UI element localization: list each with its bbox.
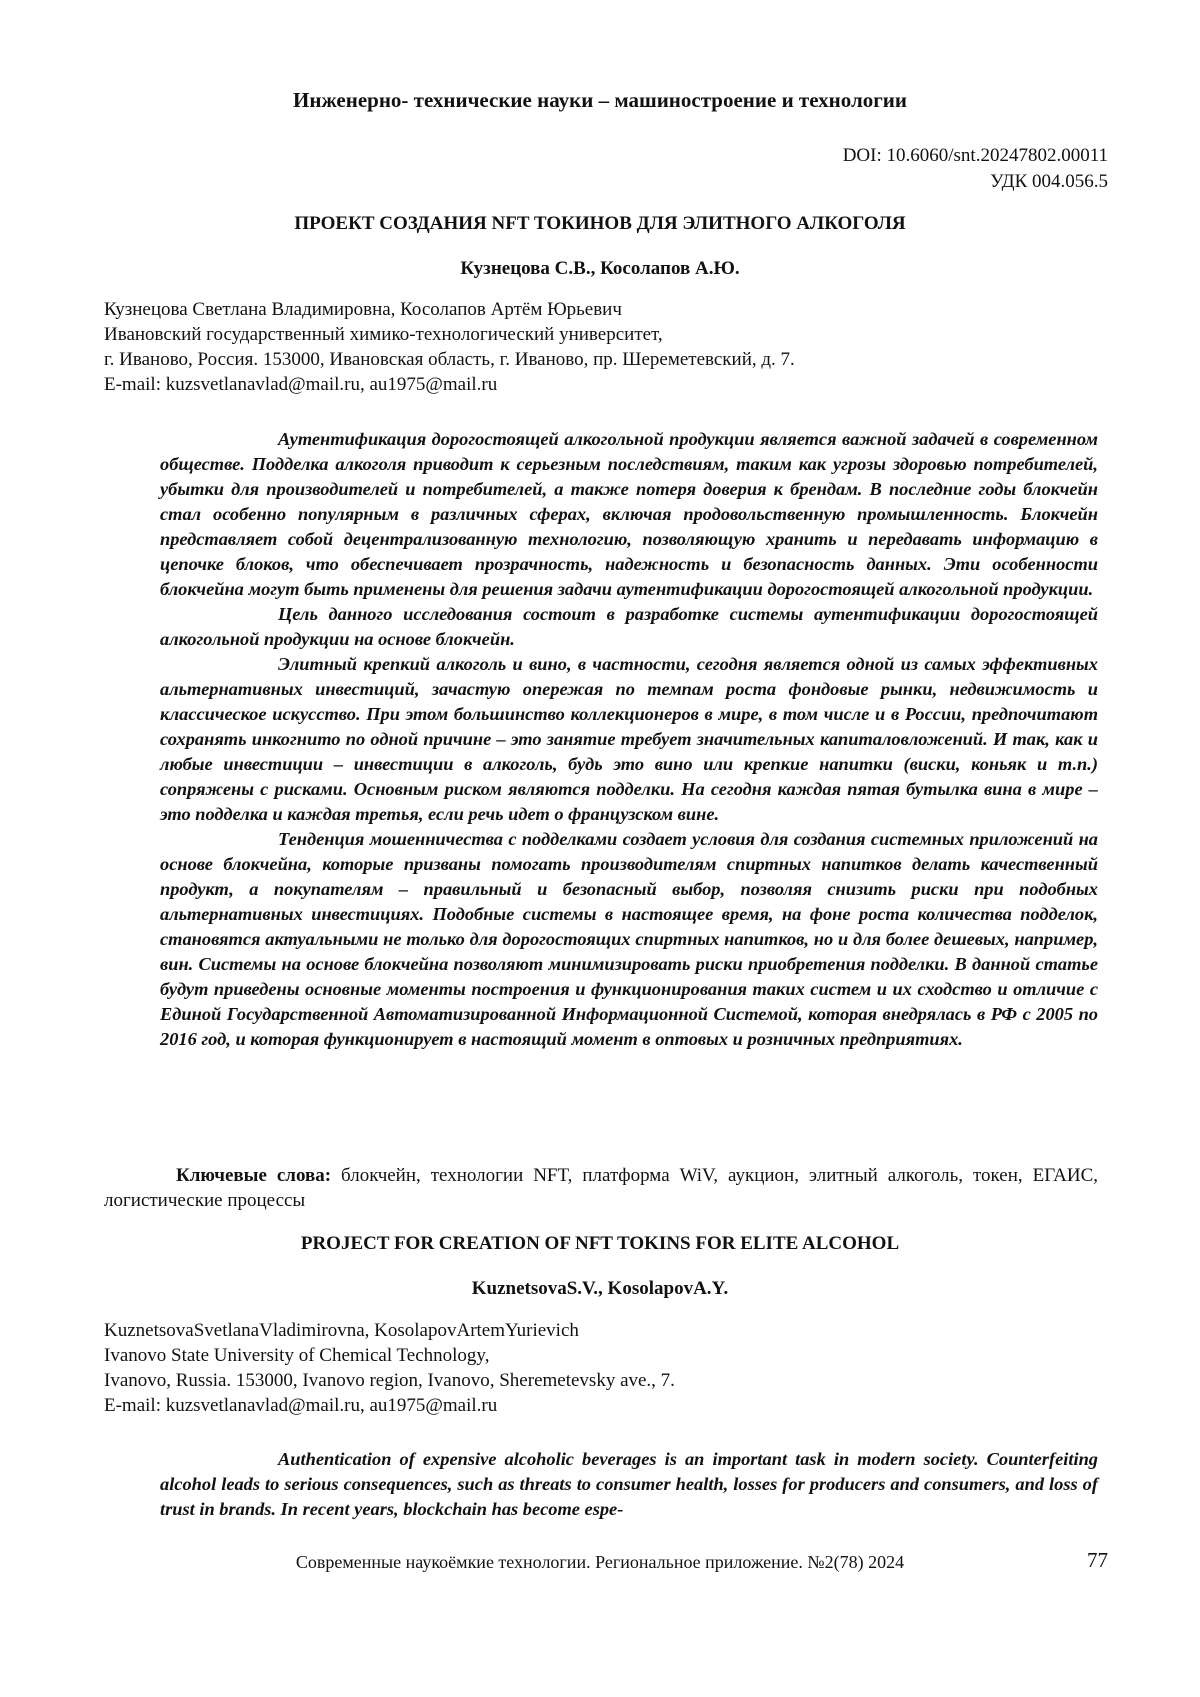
en-affiliation-email: E-mail: kuzsvetlanavlad@mail.ru, au1975@mail.ru [104, 1395, 498, 1416]
ru-abstract-paragraph: Элитный крепкий алкоголь и вино, в частности, сегодня является одной из самых эффективных альтернативных инвестиций, зачастую опережая по темпам роста фондовые рынки, недвижимость и классическое искусство. При этом большинство коллекционеров в мире, в том числе и в России, предпочитают сохранять инкогнито по одной причине – это занятие требует значительных капиталовложений. И так, как и любые инвестиции – инвестиции в алкоголь, будь это вино или крепкие напитки (виски, коньяк и т.п.) сопряжены с рисками. Основным риском являются подделки. На сегодня каждая пятая бутылка вина в мире – это подделка и каждая третья, если речь идет о французском вине. [160, 654, 1098, 824]
ru-abstract [160, 427, 1098, 1052]
ru-keywords [104, 1163, 1098, 1213]
en-authors: KuznetsovaS.V., KosolapovA.Y. [471, 1278, 729, 1299]
udk: УДК 004.056.5 [990, 171, 1108, 192]
ru-affiliation-email: E-mail: kuzsvetlanavlad@mail.ru, au1975@mail.ru [104, 374, 498, 395]
section-heading: Инженерно- технические науки – машиностроение и технологии [293, 88, 907, 112]
ru-affiliation [104, 297, 795, 397]
page-number: 77 [1087, 1548, 1108, 1572]
journal-footer: Современные наукоёмкие технологии. Региональное приложение. №2(78) 2024 [295, 1552, 905, 1572]
ru-title: ПРОЕКТ СОЗДАНИЯ NFT ТОКИНОВ ДЛЯ ЭЛИТНОГО АЛКОГОЛЯ [294, 213, 906, 234]
doi: DOI: 10.6060/snt.20247802.00011 [842, 145, 1108, 166]
en-abstract [160, 1447, 1098, 1522]
en-affiliation-university: Ivanovo State University of Chemical Technology, [104, 1345, 490, 1366]
doi-block [843, 143, 1108, 195]
keywords-label: Ключевые слова: [176, 1165, 332, 1186]
ru-authors: Кузнецова С.В., Косолапов А.Ю. [460, 258, 740, 279]
keywords-text: блокчейн, технологии NFT, платформа WiV, аукцион, элитный алкоголь, токен, ЕГАИС, логистические процессы [104, 1165, 1098, 1211]
ru-abstract-paragraph: Тенденция мошенничества с подделками создает условия для создания системных приложений на основе блокчейна, которые призваны помогать производителям спиртных напитков делать качественный продукт, а покупателям – правильный и безопасный выбор, позволяя снизить риски при подобных альтернативных инвестициях. Подобные системы в настоящее время, на фоне роста количества подделок, становятся актуальными не только для дорогостоящих спиртных напитков, но и для более дешевых, например, вин. Системы на основе блокчейна позволяют минимизировать риски приобретения подделки. В данной статье будут приведены основные моменты построения и функционирования таких систем и их сходство и отличие с Единой Государственной Автоматизированной Информационной Системой, которая внедрялась в РФ с 2005 по 2016 год, и которая функционирует в настоящий момент в оптовых и розничных предприятиях. [160, 829, 1098, 1049]
en-affiliation-names: KuznetsovaSvetlanaVladimirovna, KosolapovArtemYurievich [104, 1320, 579, 1341]
en-title: PROJECT FOR CREATION OF NFT TOKINS FOR ELITE ALCOHOL [300, 1233, 900, 1254]
en-abstract-paragraph: Authentication of expensive alcoholic beverages is an important task in modern society. Counterfeiting alcohol leads to serious consequences, such as threats to consumer health, losses for producers and consumers, and loss of trust in brands. In recent years, blockchain has become espe- [160, 1449, 1098, 1519]
ru-abstract-paragraph: Цель данного исследования состоит в разработке системы аутентификации дорогостоящей алкогольной продукции на основе блокчейн. [160, 604, 1098, 649]
ru-affiliation-university: Ивановский государственный химико-технологический университет, [104, 324, 663, 345]
ru-affiliation-address: г. Иваново, Россия. 153000, Ивановская область, г. Иваново, пр. Шереметевский, д. 7. [104, 349, 795, 370]
en-affiliation-address: Ivanovo, Russia. 153000, Ivanovo region, Ivanovo, Sheremetevsky ave., 7. [104, 1370, 675, 1391]
ru-abstract-paragraph: Аутентификация дорогостоящей алкогольной продукции является важной задачей в современном обществе. Подделка алкоголя приводит к серьезным последствиям, таким как угрозы здоровью потребителей, убытки для производителей и потребителей, а также потеря доверия к брендам. В последние годы блокчейн стал особенно популярным в различных сферах, включая продовольственную промышленность. Блокчейн представляет собой децентрализованную технологию, позволяющую хранить и передавать информацию в цепочке блоков, что обеспечивает прозрачность, надежность и безопасность данных. Эти особенности блокчейна могут быть применены для решения задачи аутентификации дорогостоящей алкогольной продукции. [160, 429, 1098, 599]
ru-affiliation-names: Кузнецова Светлана Владимировна, Косолапов Артём Юрьевич [104, 299, 622, 320]
en-affiliation [104, 1318, 675, 1418]
